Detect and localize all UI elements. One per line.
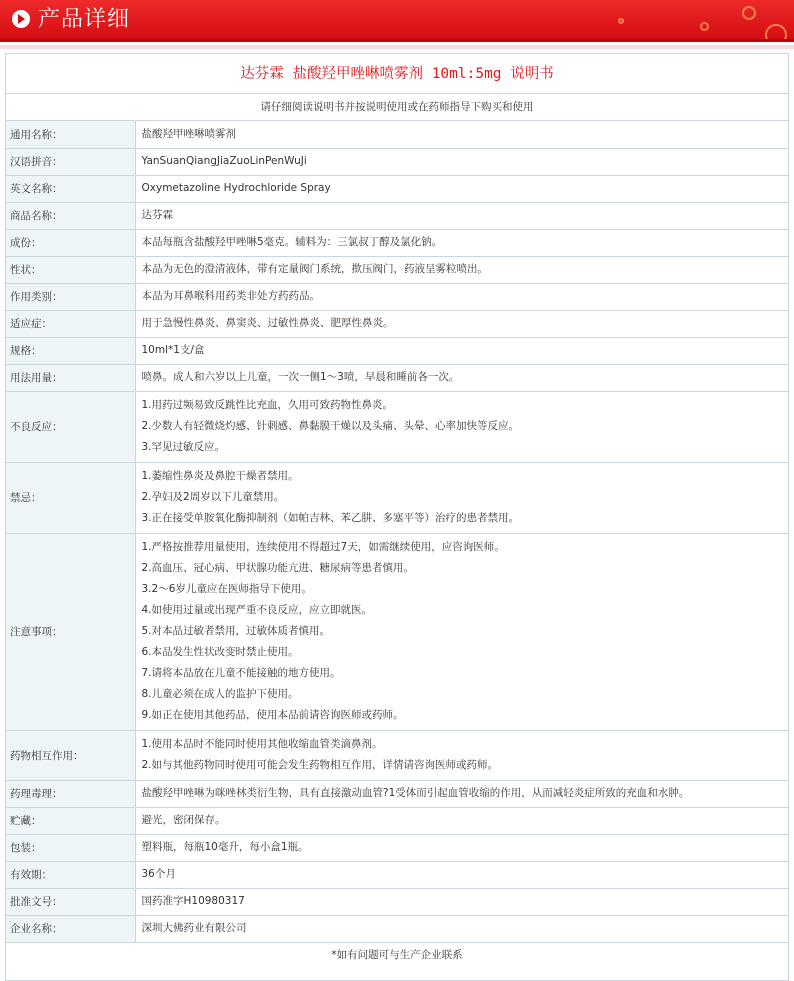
field-value-line: 6.本品发生性状改变时禁止使用。: [141, 646, 299, 658]
field-value-line: 7.请将本品放在儿童不能接触的地方使用。: [141, 667, 341, 679]
reading-notice: 请仔细阅读说明书并按说明使用或在药师指导下购买和使用: [6, 94, 788, 121]
field-label: 禁忌：: [6, 462, 135, 533]
field-value-line: 9.如正在使用其他药品，使用本品前请咨询医师或药师。: [141, 709, 404, 721]
decorative-circle-icon: [742, 6, 756, 20]
field-value: [135, 780, 788, 807]
table-row: [6, 337, 788, 364]
field-value: [135, 202, 788, 229]
field-value: [135, 533, 788, 730]
section-banner: [0, 0, 794, 42]
field-label: 汉语拼音：: [6, 148, 135, 175]
field-value-line: 5.对本品过敏者禁用，过敏体质者慎用。: [141, 625, 331, 637]
field-value-line: 3.正在接受单胺氧化酶抑制剂（如帕吉林、苯乙肼、多塞平等）治疗的患者禁用。: [141, 512, 520, 524]
field-value: [135, 283, 788, 310]
field-value-line: 1.萎缩性鼻炎及鼻腔干燥者禁用。: [141, 470, 299, 482]
field-value: [135, 391, 788, 462]
field-value: [135, 256, 788, 283]
field-value: [135, 310, 788, 337]
arrow-bullet-icon: [12, 10, 30, 28]
table-row: [6, 310, 788, 337]
field-value-line: 36个月: [141, 868, 176, 880]
field-label: 药物相互作用：: [6, 730, 135, 780]
field-label: 商品名称：: [6, 202, 135, 229]
field-value: [135, 337, 788, 364]
field-value: [135, 807, 788, 834]
table-row: [6, 462, 788, 533]
field-value-line: 10ml*1支/盒: [141, 344, 205, 356]
table-row: [6, 229, 788, 256]
table-row: [6, 730, 788, 780]
table-row: [6, 807, 788, 834]
field-value-line: 3.2～6岁儿童应在医师指导下使用。: [141, 583, 312, 595]
field-label: 成份：: [6, 229, 135, 256]
field-value: [135, 730, 788, 780]
banner-underline: [0, 45, 794, 49]
field-label: 英文名称：: [6, 175, 135, 202]
field-label: 不良反应：: [6, 391, 135, 462]
field-value: [135, 364, 788, 391]
table-row: [6, 364, 788, 391]
field-label: 批准文号：: [6, 888, 135, 915]
field-value-line: Oxymetazoline Hydrochloride Spray: [141, 182, 331, 194]
field-value: [135, 229, 788, 256]
field-label: 注意事项：: [6, 533, 135, 730]
field-label: 通用名称：: [6, 121, 135, 148]
section-title: 产品详细: [38, 7, 131, 32]
field-value-line: 2.高血压、冠心病、甲状腺功能亢进、糖尿病等患者慎用。: [141, 562, 415, 574]
field-value-line: 2.如与其他药物同时使用可能会发生药物相互作用，详情请咨询医师或药师。: [141, 759, 499, 771]
field-label: 企业名称：: [6, 915, 135, 942]
instructions-sheet: [5, 53, 789, 981]
field-label: 包装：: [6, 834, 135, 861]
table-row: [6, 202, 788, 229]
field-value-line: 塑料瓶，每瓶10毫升，每小盒1瓶。: [141, 841, 309, 853]
field-label: 用法用量：: [6, 364, 135, 391]
field-value-line: 本品每瓶含盐酸羟甲唑啉5毫克。辅料为：三氯叔丁醇及氯化钠。: [141, 236, 443, 248]
field-value: [135, 834, 788, 861]
field-value-line: 4.如使用过量或出现严重不良反应，应立即就医。: [141, 604, 373, 616]
table-row: [6, 148, 788, 175]
table-row: [6, 834, 788, 861]
table-row: [6, 256, 788, 283]
field-label: 适应症：: [6, 310, 135, 337]
table-row: [6, 175, 788, 202]
field-value-line: YanSuanQiangJiaZuoLinPenWuJi: [141, 155, 307, 167]
field-label: 药理毒理：: [6, 780, 135, 807]
field-value: [135, 915, 788, 942]
field-value: [135, 175, 788, 202]
field-value-line: 达芬霖: [141, 209, 173, 221]
table-row: [6, 861, 788, 888]
field-label: 贮藏：: [6, 807, 135, 834]
field-value-line: 避光，密闭保存。: [141, 814, 226, 826]
field-value-line: 3.罕见过敏反应。: [141, 441, 226, 453]
decorative-circle-icon: [700, 22, 709, 31]
field-value-line: 盐酸羟甲唑啉为咪唑林类衍生物，具有直接激动血管?1受体而引起血管收缩的作用，从而减轻炎症所致的充血和水肿。: [141, 787, 690, 799]
field-value-line: 1.用药过频易致反跳性比充血，久用可致药物性鼻炎。: [141, 399, 394, 411]
document-title: 达芬霖 盐酸羟甲唑啉喷雾剂 10ml:5mg 说明书: [6, 54, 788, 94]
field-label: 性状：: [6, 256, 135, 283]
table-row: [6, 888, 788, 915]
field-value-line: 本品为无色的澄清液体，带有定量阀门系统，揿压阀门，药液呈雾粒喷出。: [141, 263, 488, 275]
field-value-line: 2.孕妇及2周岁以下儿童禁用。: [141, 491, 285, 503]
field-value: [135, 888, 788, 915]
field-value-line: 盐酸羟甲唑啉喷雾剂: [141, 127, 236, 140]
decorative-circle-icon: [618, 18, 624, 24]
field-value-line: 国药准字H10980317: [141, 895, 245, 907]
field-value-line: 用于急慢性鼻炎、鼻窦炎、过敏性鼻炎、肥厚性鼻炎。: [141, 317, 394, 329]
field-value-line: 1.严格按推荐用量使用，连续使用不得超过7天，如需继续使用，应咨询医师。: [141, 541, 505, 553]
field-label: 作用类别：: [6, 283, 135, 310]
field-label: 规格：: [6, 337, 135, 364]
field-value: [135, 121, 788, 148]
table-row: [6, 915, 788, 942]
table-row: [6, 780, 788, 807]
table-row: [6, 121, 788, 148]
table-row: [6, 283, 788, 310]
field-value-line: 2.少数人有轻微烧灼感、针刺感、鼻黏膜干燥以及头痛、头晕、心率加快等反应。: [141, 420, 520, 432]
table-row: [6, 533, 788, 730]
spec-table: [6, 121, 788, 943]
field-value: [135, 148, 788, 175]
field-value: [135, 462, 788, 533]
field-value-line: 喷鼻。成人和六岁以上儿童，一次一侧1～3喷，早晨和睡前各一次。: [141, 371, 460, 383]
field-value-line: 1.使用本品时不能同时使用其他收缩血管类滴鼻剂。: [141, 738, 383, 750]
field-value-line: 8.儿童必须在成人的监护下使用。: [141, 688, 299, 700]
field-value: [135, 861, 788, 888]
field-value-line: 深圳大佛药业有限公司: [141, 922, 247, 934]
table-row: [6, 391, 788, 462]
decorative-circle-icon: [765, 24, 787, 42]
field-value-line: 本品为耳鼻喉科用药类非处方药药品。: [141, 290, 320, 302]
footer-note: *如有问题可与生产企业联系: [331, 948, 463, 961]
field-label: 有效期：: [6, 861, 135, 888]
